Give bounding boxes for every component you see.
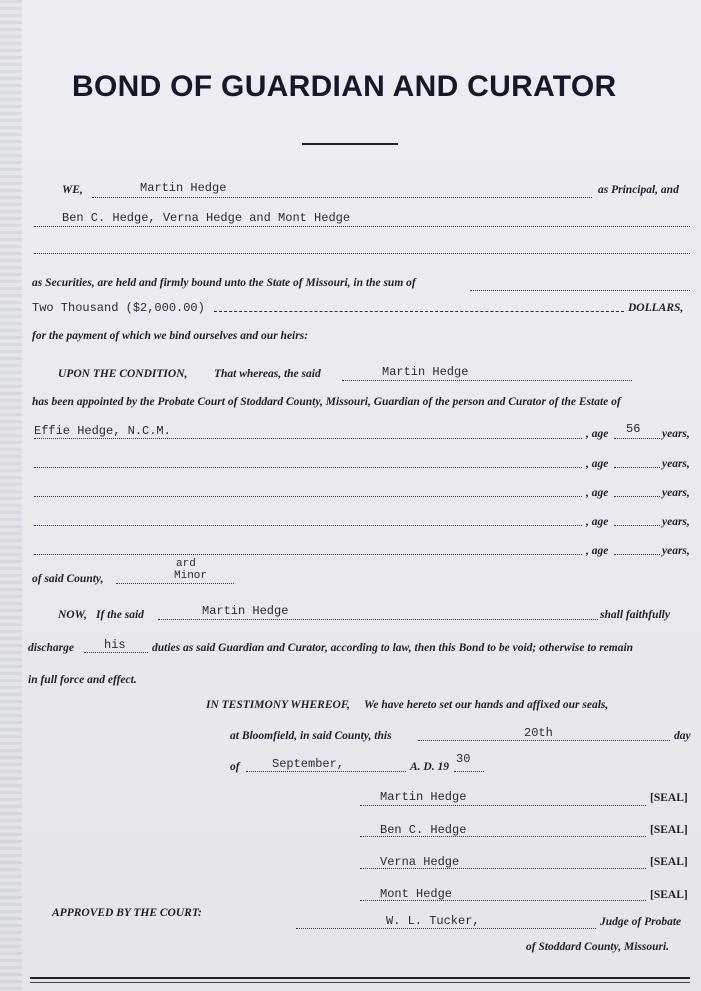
signature-name: Verna Hedge xyxy=(380,855,460,869)
now-name: Martin Hedge xyxy=(202,604,289,618)
ward-age-line xyxy=(614,554,660,555)
testimony-text: We have hereto set our hands and affixed our seals, xyxy=(364,699,609,711)
year-value: 30 xyxy=(456,752,471,766)
force-text: in full force and effect. xyxy=(28,674,137,686)
seal-label: [SEAL] xyxy=(650,889,688,901)
judge-line xyxy=(296,928,596,929)
ward-age-line xyxy=(614,496,660,497)
as-principal-label: as Principal, and xyxy=(598,184,679,196)
condition-line xyxy=(342,380,632,381)
ward-name-line xyxy=(34,496,582,497)
ward-years-label: years, xyxy=(662,458,690,470)
judge-county: of Stoddard County, Missouri. xyxy=(526,941,670,953)
now-label: NOW, xyxy=(58,609,87,621)
payment-text: for the payment of which we bind ourselves and our heirs: xyxy=(32,330,309,342)
seal-label: [SEAL] xyxy=(650,856,688,868)
signature-name: Mont Hedge xyxy=(380,887,453,901)
ward-years-label: years, xyxy=(662,487,690,499)
of-label: of xyxy=(230,761,240,773)
month-line xyxy=(246,771,406,772)
ward-age-line xyxy=(614,438,660,439)
securities-line-2 xyxy=(34,253,690,254)
day-line xyxy=(418,740,670,741)
condition-text: That whereas, the said xyxy=(214,368,321,380)
ward-years-label: years, xyxy=(662,545,690,557)
ward-name-line xyxy=(34,554,582,555)
at-text: at Bloomfield, in said County, this xyxy=(230,730,392,742)
principal-line xyxy=(92,197,592,198)
signature-name: Martin Hedge xyxy=(380,790,467,804)
ward-age-label: , age xyxy=(586,545,609,557)
ward-age-label: , age xyxy=(586,516,609,528)
signature-line xyxy=(360,805,646,806)
sum-dash-fill xyxy=(214,311,624,312)
bottom-rule xyxy=(30,977,690,979)
pronoun: his xyxy=(104,638,126,652)
we-label: WE, xyxy=(62,184,83,196)
year-line xyxy=(454,771,484,772)
day-label: day xyxy=(674,730,691,742)
condition-name: Martin Hedge xyxy=(382,365,469,379)
ward-name: Effie Hedge, N.C.M. xyxy=(34,424,171,438)
securities-names: Ben C. Hedge, Verna Hedge and Mont Hedge xyxy=(62,211,351,225)
bottom-rule-thin xyxy=(30,982,690,983)
discharge-label: discharge xyxy=(28,642,74,654)
now-line xyxy=(158,619,598,620)
month-value: September, xyxy=(272,757,345,771)
approved-label: APPROVED BY THE COURT: xyxy=(52,907,202,919)
ward-years-label: years, xyxy=(662,516,690,528)
securities-line-1 xyxy=(34,226,690,227)
ward-name-line xyxy=(34,467,582,468)
ward-name-line xyxy=(34,525,582,526)
document-title: BOND OF GUARDIAN AND CURATOR xyxy=(72,70,617,103)
page-edge xyxy=(0,0,22,991)
ward-age-line xyxy=(614,525,660,526)
title-rule xyxy=(302,143,398,145)
condition-label: UPON THE CONDITION, xyxy=(58,368,188,380)
pronoun-line xyxy=(84,652,148,653)
appointed-text: has been appointed by the Probate Court of Stoddard County, Missouri, Guardian of the person and Curator of the Estate of xyxy=(32,396,621,408)
seal-label: [SEAL] xyxy=(650,824,688,836)
duties-text: duties as said Guardian and Curator, according to law, then this Bond to be void; otherwise to remain xyxy=(152,642,634,654)
ward-age-label: , age xyxy=(586,428,609,440)
faithfully-text: shall faithfully xyxy=(600,609,670,621)
signature-name: Ben C. Hedge xyxy=(380,823,467,837)
judge-name: W. L. Tucker, xyxy=(386,914,480,928)
ward-age-label: , age xyxy=(586,458,609,470)
county-line xyxy=(116,583,234,584)
of-county-label: of said County, xyxy=(32,573,104,585)
ward-years-label: years, xyxy=(662,428,690,440)
principal-name: Martin Hedge xyxy=(140,181,227,195)
ward-name-line xyxy=(34,438,582,439)
securities-text: as Securities, are held and firmly bound unto the State of Missouri, in the sum of xyxy=(32,277,416,289)
dollars-label: DOLLARS, xyxy=(628,302,684,314)
seal-label: [SEAL] xyxy=(650,792,688,804)
ward-word: ard xyxy=(176,558,196,570)
ward-age: 56 xyxy=(626,422,641,436)
testimony-label: IN TESTIMONY WHEREOF, xyxy=(206,699,350,711)
ad-label: A. D. 19 xyxy=(410,761,449,773)
sum-line xyxy=(470,290,690,291)
judge-title: Judge of Probate xyxy=(600,916,682,928)
minor-word: Minor xyxy=(174,570,208,582)
day-value: 20th xyxy=(524,726,553,740)
if-said-text: If the said xyxy=(96,609,144,621)
ward-age-label: , age xyxy=(586,487,609,499)
ward-age-line xyxy=(614,467,660,468)
sum-written: Two Thousand ($2,000.00) xyxy=(32,301,205,315)
